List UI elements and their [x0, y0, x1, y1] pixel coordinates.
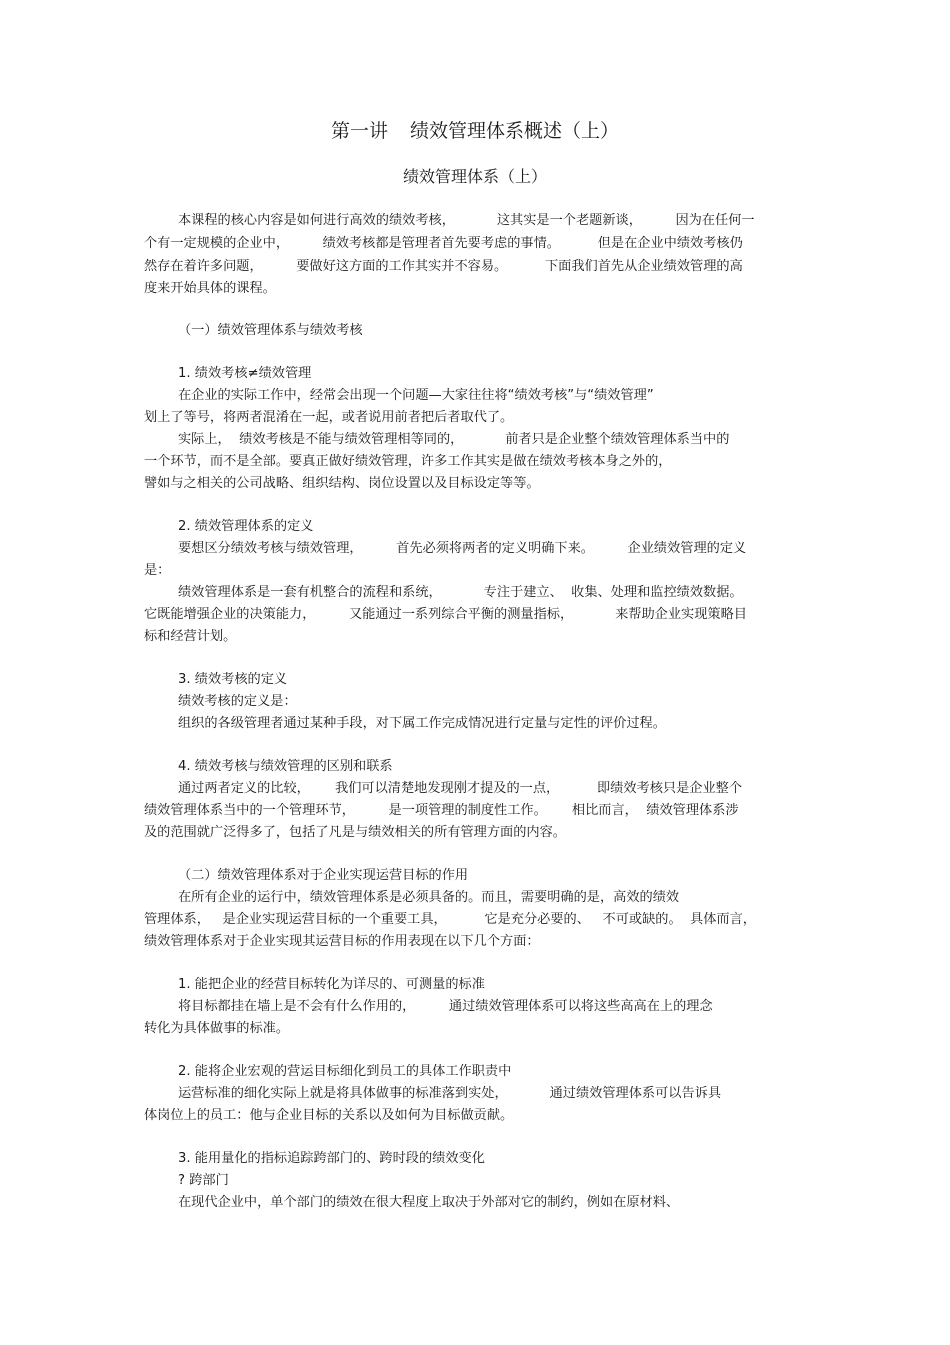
body-paragraph-line: 转化为具体做事的标准。 — [144, 1021, 290, 1036]
page-subtitle: 绩效管理体系（上） — [402, 167, 547, 186]
subsection-heading: 1. 绩效考核≠绩效管理 — [178, 366, 312, 381]
body-paragraph-line: 在企业的实际工作中，经常会出现一个问题—大家往往将“绩效考核”与“绩效管理” — [178, 388, 654, 403]
body-paragraph-line: 绩效管理体系是一套有机整合的流程和系统， 专注于建立、 收集、处理和监控绩效数据。 — [178, 585, 743, 600]
body-paragraph-line: 譬如与之相关的公司战略、组织结构、岗位设置以及目标设定等等。 — [144, 476, 540, 491]
body-paragraph-line: 实际上， 绩效考核是不能与绩效管理相等同的， 前者只是企业整个绩效管理体系当中的 — [178, 432, 730, 447]
section-heading: （一）绩效管理体系与绩效考核 — [178, 323, 363, 338]
title-lecture-number: 第一讲 — [330, 120, 388, 142]
body-paragraph-line: 它既能增强企业的决策能力， 又能通过一系列综合平衡的测量指标， 来帮助企业实现策略目 — [144, 607, 747, 622]
body-paragraph-line: 通过两者定义的比较， 我们可以清楚地发现刚才提及的一点， 即绩效考核只是企业整个 — [178, 781, 743, 796]
subsection-heading: 2. 绩效管理体系的定义 — [178, 519, 314, 534]
body-paragraph-line: 标和经营计划。 — [144, 629, 237, 644]
body-paragraph-line: 组织的各级管理者通过某种手段，对下属工作完成情况进行定量与定性的评价过程。 — [178, 716, 666, 731]
body-paragraph-line: 是： — [144, 563, 171, 578]
subsection-heading: 4. 绩效考核与绩效管理的区别和联系 — [178, 759, 393, 774]
body-paragraph-line: 要想区分绩效考核与绩效管理， 首先必须将两者的定义明确下来。 企业绩效管理的定义 — [178, 541, 747, 556]
bullet-item: ? 跨部门 — [178, 1173, 229, 1188]
body-paragraph-line: 绩效管理体系当中的一个管理环节， 是一项管理的制度性工作。 相比而言， 绩效管理体系涉 — [144, 803, 739, 818]
body-paragraph-line: 划上了等号，将两者混淆在一起，或者说用前者把后者取代了。 — [144, 410, 514, 425]
body-paragraph-line: 将目标都挂在墙上是不会有什么作用的， 通过绩效管理体系可以将这些高高在上的理念 — [178, 999, 713, 1014]
body-paragraph-line: 然存在着许多问题， 要做好这方面的工作其实并不容易。 下面我们首先从企业绩效管理的高 — [144, 259, 743, 274]
body-paragraph-line: 运营标准的细化实际上就是将具体做事的标准落到实处， 通过绩效管理体系可以告诉具 — [178, 1086, 722, 1101]
body-paragraph-line: 绩效考核的定义是： — [178, 694, 297, 709]
subsection-heading: 3. 能用量化的指标追踪跨部门的、跨时段的绩效变化 — [178, 1151, 485, 1166]
body-paragraph-line: 及的范围就广泛得多了，包括了凡是与绩效相关的所有管理方面的内容。 — [144, 825, 566, 840]
body-paragraph-line: 本课程的核心内容是如何进行高效的绩效考核， 这其实是一个老题新谈， 因为在任何一 — [178, 213, 755, 228]
page-title — [0, 118, 950, 144]
body-paragraph-line: 绩效管理体系对于企业实现其运营目标的作用表现在以下几个方面： — [144, 934, 540, 949]
subsection-heading: 1. 能把企业的经营目标转化为详尽的、可测量的标准 — [178, 977, 485, 992]
body-paragraph-line: 在所有企业的运行中，绩效管理体系是必须具备的。而且，需要明确的是，高效的绩效 — [178, 890, 680, 905]
body-paragraph-line: 度来开始具体的课程。 — [144, 281, 276, 296]
body-paragraph-line: 一个环节，而不是全部。要真正做好绩效管理，许多工作其实是做在绩效考核本身之外的， — [144, 454, 672, 469]
body-paragraph-line: 体岗位上的员工：他与企业目标的关系以及如何为目标做贡献。 — [144, 1108, 514, 1123]
body-paragraph-line: 个有一定规模的企业中， 绩效考核都是管理者首先要考虑的事情。 但是在企业中绩效考核仍 — [144, 236, 743, 251]
body-paragraph-line: 在现代企业中，单个部门的绩效在很大程度上取决于外部对它的制约，例如在原材料、 — [178, 1195, 680, 1210]
subsection-heading: 3. 绩效考核的定义 — [178, 672, 288, 687]
subsection-heading: 2. 能将企业宏观的营运目标细化到员工的具体工作职责中 — [178, 1064, 512, 1079]
body-paragraph-line: 管理体系， 是企业实现运营目标的一个重要工具， 它是充分必要的、 不可或缺的。 具体而言， — [144, 912, 756, 927]
title-lecture-name: 绩效管理体系概述（上） — [410, 120, 620, 142]
section-heading: （二）绩效管理体系对于企业实现运营目标的作用 — [178, 868, 469, 883]
